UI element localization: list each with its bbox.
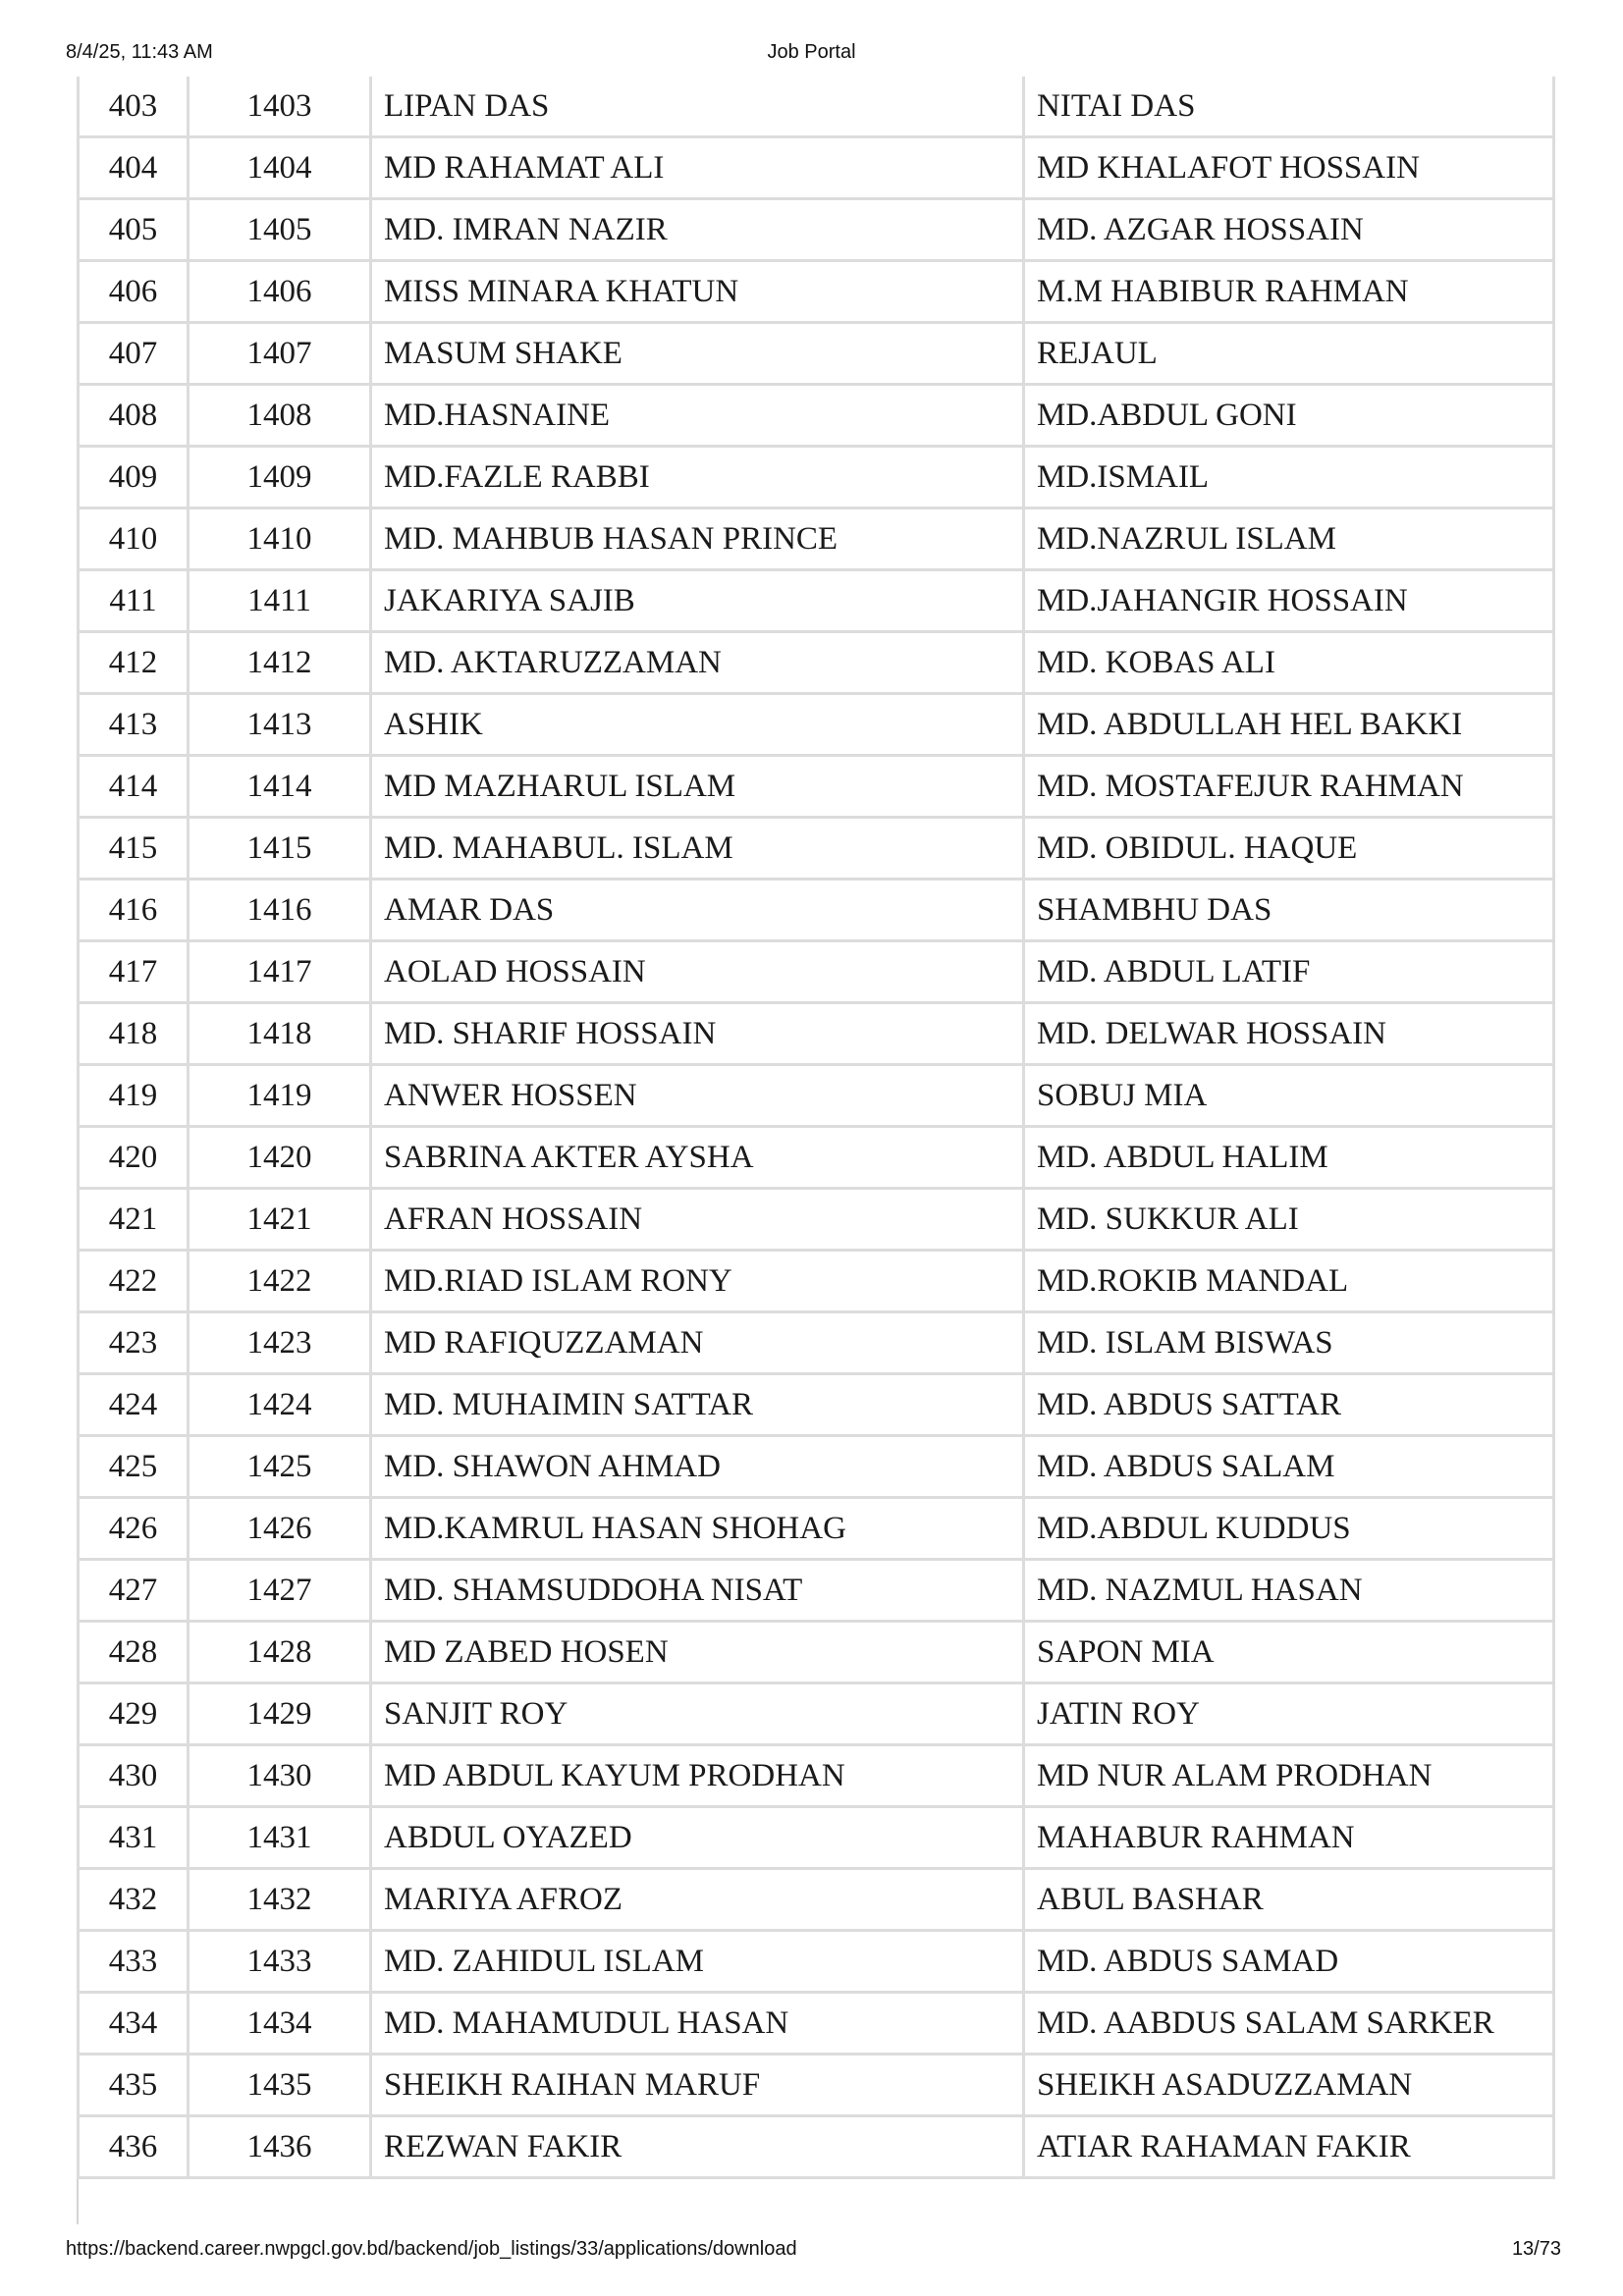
serial-cell: 409 <box>79 447 189 508</box>
father-name-cell: SOBUJ MIA <box>1024 1065 1554 1127</box>
applicants-table <box>77 77 1555 2179</box>
table-row <box>79 818 1554 880</box>
application-id-cell: 1425 <box>189 1436 371 1498</box>
serial-cell: 412 <box>79 632 189 694</box>
table-row <box>79 756 1554 818</box>
father-name-cell: MD. AZGAR HOSSAIN <box>1024 199 1554 261</box>
father-name-cell: MD.ABDUL GONI <box>1024 385 1554 447</box>
father-name-cell: SHEIKH ASADUZZAMAN <box>1024 2055 1554 2116</box>
serial-cell: 406 <box>79 261 189 323</box>
table-row <box>79 1498 1554 1560</box>
father-name-cell: MD.NAZRUL ISLAM <box>1024 508 1554 570</box>
table-row <box>79 1869 1554 1931</box>
application-id-cell: 1426 <box>189 1498 371 1560</box>
applicant-name-cell: ANWER HOSSEN <box>371 1065 1024 1127</box>
page-url: https://backend.career.nwpgcl.gov.bd/backend/job_listings/33/applications/download <box>66 2238 797 2260</box>
serial-cell: 410 <box>79 508 189 570</box>
application-id-cell: 1415 <box>189 818 371 880</box>
print-timestamp: 8/4/25, 11:43 AM <box>66 41 213 63</box>
applicant-name-cell: MD MAZHARUL ISLAM <box>371 756 1024 818</box>
application-id-cell: 1418 <box>189 1003 371 1065</box>
table-row <box>79 1931 1554 1993</box>
applicant-name-cell: MD. MUHAIMIN SATTAR <box>371 1374 1024 1436</box>
serial-cell: 417 <box>79 941 189 1003</box>
application-id-cell: 1427 <box>189 1560 371 1622</box>
application-id-cell: 1406 <box>189 261 371 323</box>
table-row <box>79 385 1554 447</box>
father-name-cell: MD.ROKIB MANDAL <box>1024 1251 1554 1312</box>
serial-cell: 425 <box>79 1436 189 1498</box>
applicant-name-cell: AMAR DAS <box>371 880 1024 941</box>
applicant-name-cell: MD ZABED HOSEN <box>371 1622 1024 1683</box>
application-id-cell: 1433 <box>189 1931 371 1993</box>
applicant-name-cell: SHEIKH RAIHAN MARUF <box>371 2055 1024 2116</box>
application-id-cell: 1436 <box>189 2116 371 2178</box>
page-title: Job Portal <box>767 41 856 63</box>
application-id-cell: 1408 <box>189 385 371 447</box>
applicant-name-cell: MD. AKTARUZZAMAN <box>371 632 1024 694</box>
table-row <box>79 1993 1554 2055</box>
application-id-cell: 1423 <box>189 1312 371 1374</box>
serial-cell: 413 <box>79 694 189 756</box>
table-row <box>79 1003 1554 1065</box>
table-row <box>79 1374 1554 1436</box>
applicants-table-body <box>79 77 1554 2178</box>
page-number: 13/73 <box>1511 2238 1561 2260</box>
application-id-cell: 1424 <box>189 1374 371 1436</box>
father-name-cell: SHAMBHU DAS <box>1024 880 1554 941</box>
table-row <box>79 261 1554 323</box>
table-row <box>79 1807 1554 1869</box>
father-name-cell: MD.ISMAIL <box>1024 447 1554 508</box>
serial-cell: 421 <box>79 1189 189 1251</box>
applicant-name-cell: MASUM SHAKE <box>371 323 1024 385</box>
serial-cell: 422 <box>79 1251 189 1312</box>
application-id-cell: 1416 <box>189 880 371 941</box>
serial-cell: 411 <box>79 570 189 632</box>
father-name-cell: M.M HABIBUR RAHMAN <box>1024 261 1554 323</box>
serial-cell: 429 <box>79 1683 189 1745</box>
application-id-cell: 1414 <box>189 756 371 818</box>
application-id-cell: 1417 <box>189 941 371 1003</box>
father-name-cell: MD. ABDUS SAMAD <box>1024 1931 1554 1993</box>
applicant-name-cell: LIPAN DAS <box>371 77 1024 137</box>
applicant-name-cell: REZWAN FAKIR <box>371 2116 1024 2178</box>
father-name-cell: MD.JAHANGIR HOSSAIN <box>1024 570 1554 632</box>
application-id-cell: 1435 <box>189 2055 371 2116</box>
table-row <box>79 694 1554 756</box>
applicant-name-cell: AFRAN HOSSAIN <box>371 1189 1024 1251</box>
table-row <box>79 1436 1554 1498</box>
applicant-name-cell: MD. IMRAN NAZIR <box>371 199 1024 261</box>
father-name-cell: MD. ABDUL HALIM <box>1024 1127 1554 1189</box>
table-row <box>79 1189 1554 1251</box>
table-row <box>79 199 1554 261</box>
serial-cell: 423 <box>79 1312 189 1374</box>
application-id-cell: 1429 <box>189 1683 371 1745</box>
applicant-name-cell: MD.HASNAINE <box>371 385 1024 447</box>
serial-cell: 424 <box>79 1374 189 1436</box>
applicant-name-cell: MD RAFIQUZZAMAN <box>371 1312 1024 1374</box>
serial-cell: 408 <box>79 385 189 447</box>
father-name-cell: REJAUL <box>1024 323 1554 385</box>
serial-cell: 435 <box>79 2055 189 2116</box>
table-row <box>79 1622 1554 1683</box>
father-name-cell: MD. MOSTAFEJUR RAHMAN <box>1024 756 1554 818</box>
serial-cell: 426 <box>79 1498 189 1560</box>
table-row <box>79 508 1554 570</box>
application-id-cell: 1410 <box>189 508 371 570</box>
table-row <box>79 323 1554 385</box>
father-name-cell: MD.ABDUL KUDDUS <box>1024 1498 1554 1560</box>
application-id-cell: 1411 <box>189 570 371 632</box>
table-row <box>79 941 1554 1003</box>
application-id-cell: 1422 <box>189 1251 371 1312</box>
serial-cell: 404 <box>79 137 189 199</box>
table-row <box>79 447 1554 508</box>
print-footer <box>0 2238 1623 2268</box>
application-id-cell: 1420 <box>189 1127 371 1189</box>
applicant-name-cell: ABDUL OYAZED <box>371 1807 1024 1869</box>
father-name-cell: NITAI DAS <box>1024 77 1554 137</box>
applicant-name-cell: MD. ZAHIDUL ISLAM <box>371 1931 1024 1993</box>
father-name-cell: MD. ABDULLAH HEL BAKKI <box>1024 694 1554 756</box>
serial-cell: 403 <box>79 77 189 137</box>
father-name-cell: MD. OBIDUL. HAQUE <box>1024 818 1554 880</box>
application-id-cell: 1412 <box>189 632 371 694</box>
father-name-cell: JATIN ROY <box>1024 1683 1554 1745</box>
applicant-name-cell: MD. SHARIF HOSSAIN <box>371 1003 1024 1065</box>
serial-cell: 414 <box>79 756 189 818</box>
content-frame <box>77 77 1552 2224</box>
applicant-name-cell: MD.FAZLE RABBI <box>371 447 1024 508</box>
table-row <box>79 632 1554 694</box>
serial-cell: 434 <box>79 1993 189 2055</box>
serial-cell: 436 <box>79 2116 189 2178</box>
applicant-name-cell: MARIYA AFROZ <box>371 1869 1024 1931</box>
father-name-cell: MD. ISLAM BISWAS <box>1024 1312 1554 1374</box>
serial-cell: 431 <box>79 1807 189 1869</box>
table-row <box>79 2116 1554 2178</box>
father-name-cell: MD. KOBAS ALI <box>1024 632 1554 694</box>
application-id-cell: 1405 <box>189 199 371 261</box>
father-name-cell: MD. NAZMUL HASAN <box>1024 1560 1554 1622</box>
table-row <box>79 1683 1554 1745</box>
applicant-name-cell: MD. MAHABUL. ISLAM <box>371 818 1024 880</box>
table-row <box>79 570 1554 632</box>
table-row <box>79 1312 1554 1374</box>
applicant-name-cell: MD.KAMRUL HASAN SHOHAG <box>371 1498 1024 1560</box>
application-id-cell: 1407 <box>189 323 371 385</box>
application-id-cell: 1432 <box>189 1869 371 1931</box>
father-name-cell: MD. ABDUS SATTAR <box>1024 1374 1554 1436</box>
serial-cell: 433 <box>79 1931 189 1993</box>
table-row <box>79 1251 1554 1312</box>
father-name-cell: MD. ABDUS SALAM <box>1024 1436 1554 1498</box>
serial-cell: 432 <box>79 1869 189 1931</box>
applicant-name-cell: JAKARIYA SAJIB <box>371 570 1024 632</box>
father-name-cell: MD. SUKKUR ALI <box>1024 1189 1554 1251</box>
applicant-name-cell: MD RAHAMAT ALI <box>371 137 1024 199</box>
table-row <box>79 1745 1554 1807</box>
applicant-name-cell: MD. SHAWON AHMAD <box>371 1436 1024 1498</box>
application-id-cell: 1419 <box>189 1065 371 1127</box>
serial-cell: 430 <box>79 1745 189 1807</box>
application-id-cell: 1421 <box>189 1189 371 1251</box>
father-name-cell: MD. AABDUS SALAM SARKER <box>1024 1993 1554 2055</box>
serial-cell: 405 <box>79 199 189 261</box>
serial-cell: 427 <box>79 1560 189 1622</box>
serial-cell: 407 <box>79 323 189 385</box>
application-id-cell: 1403 <box>189 77 371 137</box>
applicant-name-cell: MISS MINARA KHATUN <box>371 261 1024 323</box>
applicant-name-cell: MD. MAHAMUDUL HASAN <box>371 1993 1024 2055</box>
applicant-name-cell: MD ABDUL KAYUM PRODHAN <box>371 1745 1024 1807</box>
serial-cell: 419 <box>79 1065 189 1127</box>
table-row <box>79 1065 1554 1127</box>
table-row <box>79 1560 1554 1622</box>
applicant-name-cell: AOLAD HOSSAIN <box>371 941 1024 1003</box>
table-row <box>79 137 1554 199</box>
father-name-cell: MD. ABDUL LATIF <box>1024 941 1554 1003</box>
father-name-cell: ABUL BASHAR <box>1024 1869 1554 1931</box>
print-header <box>0 41 1623 71</box>
application-id-cell: 1413 <box>189 694 371 756</box>
applicant-name-cell: ASHIK <box>371 694 1024 756</box>
table-row <box>79 1127 1554 1189</box>
father-name-cell: MAHABUR RAHMAN <box>1024 1807 1554 1869</box>
applicant-name-cell: MD. SHAMSUDDOHA NISAT <box>371 1560 1024 1622</box>
father-name-cell: MD NUR ALAM PRODHAN <box>1024 1745 1554 1807</box>
serial-cell: 415 <box>79 818 189 880</box>
applicant-name-cell: MD. MAHBUB HASAN PRINCE <box>371 508 1024 570</box>
application-id-cell: 1428 <box>189 1622 371 1683</box>
application-id-cell: 1434 <box>189 1993 371 2055</box>
father-name-cell: MD. DELWAR HOSSAIN <box>1024 1003 1554 1065</box>
applicant-name-cell: MD.RIAD ISLAM RONY <box>371 1251 1024 1312</box>
father-name-cell: ATIAR RAHAMAN FAKIR <box>1024 2116 1554 2178</box>
application-id-cell: 1431 <box>189 1807 371 1869</box>
table-row <box>79 880 1554 941</box>
serial-cell: 418 <box>79 1003 189 1065</box>
applicant-name-cell: SANJIT ROY <box>371 1683 1024 1745</box>
father-name-cell: SAPON MIA <box>1024 1622 1554 1683</box>
application-id-cell: 1404 <box>189 137 371 199</box>
application-id-cell: 1430 <box>189 1745 371 1807</box>
serial-cell: 420 <box>79 1127 189 1189</box>
table-row <box>79 2055 1554 2116</box>
applicant-name-cell: SABRINA AKTER AYSHA <box>371 1127 1024 1189</box>
serial-cell: 428 <box>79 1622 189 1683</box>
application-id-cell: 1409 <box>189 447 371 508</box>
serial-cell: 416 <box>79 880 189 941</box>
table-row <box>79 77 1554 137</box>
father-name-cell: MD KHALAFOT HOSSAIN <box>1024 137 1554 199</box>
